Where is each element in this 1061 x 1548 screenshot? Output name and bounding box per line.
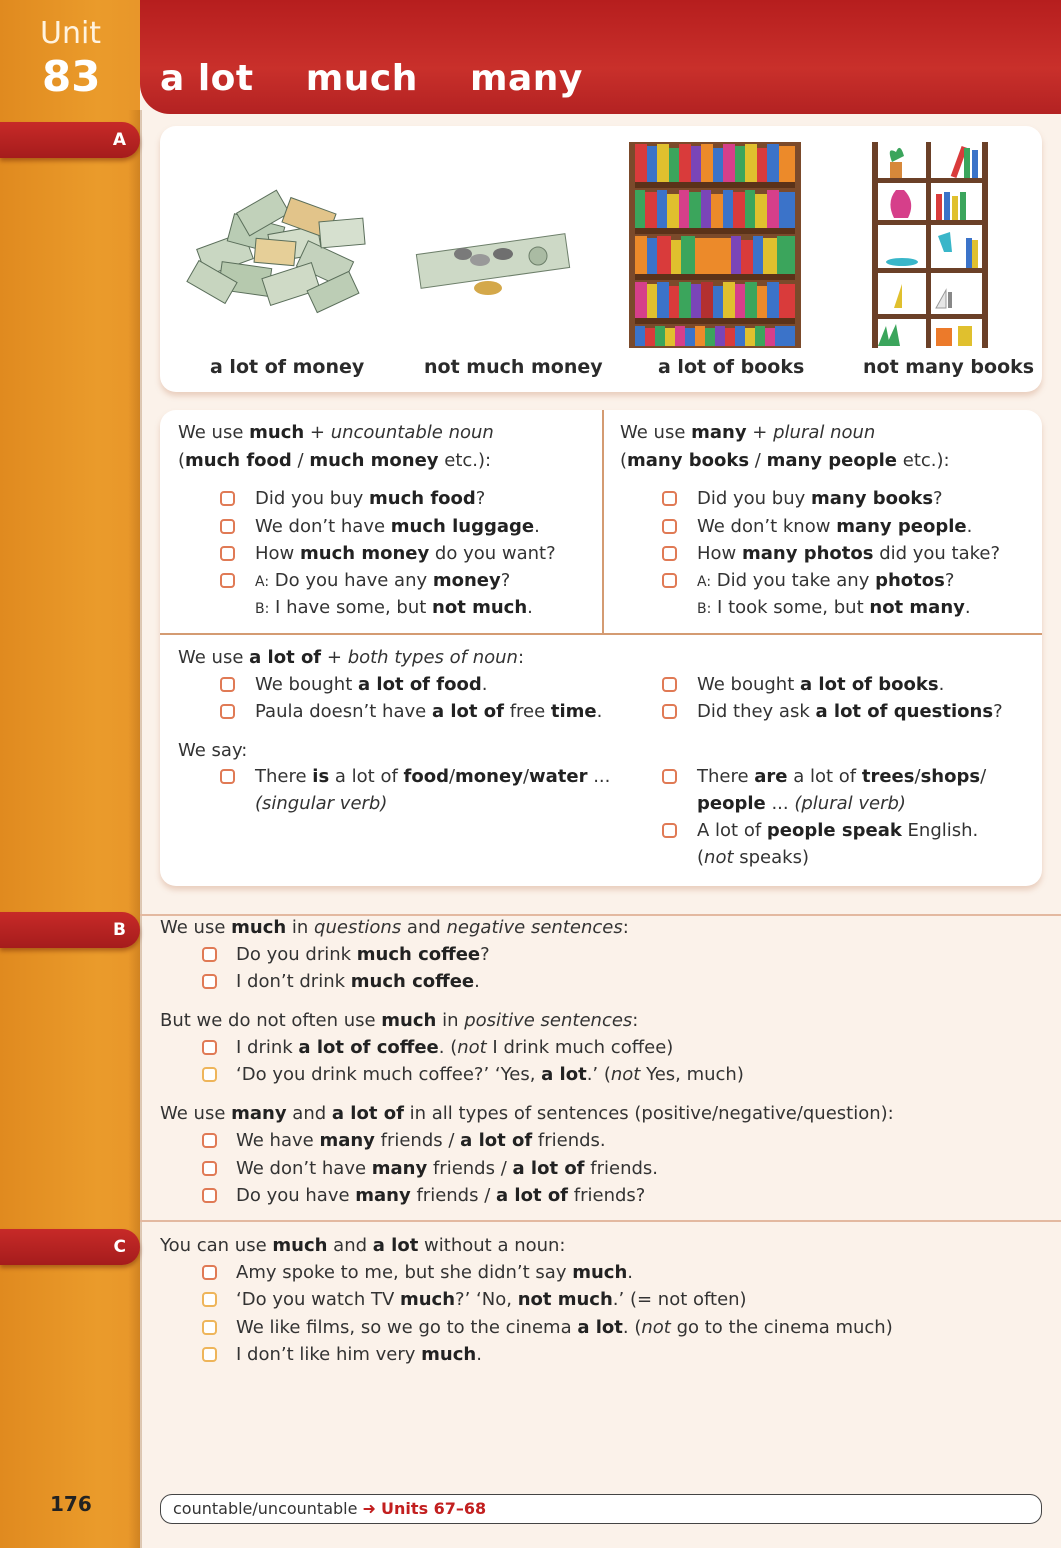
bullet xyxy=(220,677,235,692)
much-example-4a: A: Do you have any money? xyxy=(255,570,511,591)
plural-verb-example: There are a lot of trees/shops/ xyxy=(697,766,987,787)
c-example-4: I don’t like him very much. xyxy=(236,1344,482,1365)
bullet xyxy=(202,1188,217,1203)
a-lot-of-example-2: Paula doesn’t have a lot of free time. xyxy=(255,701,603,722)
we-say-label: We say: xyxy=(178,740,248,761)
bullet xyxy=(662,823,677,838)
caption-a-lot-of-books: a lot of books xyxy=(658,356,805,378)
singular-verb-note: (singular verb) xyxy=(255,793,388,814)
much-example-1: Did you buy much food? xyxy=(255,488,486,509)
cross-reference-box xyxy=(160,1494,1042,1524)
c-example-3: We like films, so we go to the cinema a lot. (not go to the cinema much) xyxy=(236,1317,893,1338)
bullet xyxy=(220,519,235,534)
bullet xyxy=(220,546,235,561)
unit-number: 83 xyxy=(42,52,101,101)
money-pile-illustration xyxy=(180,180,380,320)
a-lot-of-rule: We use a lot of + both types of noun: xyxy=(178,647,525,668)
section-tab-a: A xyxy=(0,122,140,158)
c-example-2: ‘Do you watch TV much?’ ‘No, not much.’ (= not often) xyxy=(236,1289,747,1310)
bullet xyxy=(662,546,677,561)
bullet xyxy=(662,704,677,719)
grammar-column-divider xyxy=(602,410,604,634)
many-example-1: Did you buy many books? xyxy=(697,488,943,509)
bullet xyxy=(662,573,677,588)
small-money-illustration xyxy=(408,232,580,302)
b-rule-3: We use many and a lot of in all types of sentences (positive/negative/question): xyxy=(160,1103,894,1124)
section-tab-b: B xyxy=(0,912,140,948)
bullet xyxy=(220,573,235,588)
bullet xyxy=(662,491,677,506)
bullet xyxy=(220,769,235,784)
sparse-bookcase-illustration xyxy=(872,142,988,348)
bullet xyxy=(220,491,235,506)
sidebar-shadow xyxy=(128,110,142,1548)
bullet xyxy=(202,1161,217,1176)
b-example-6: We don’t have many friends / a lot of friends. xyxy=(236,1158,658,1179)
full-bookcase-illustration xyxy=(629,142,801,348)
bullet xyxy=(202,1133,217,1148)
caption-a-lot-of-money: a lot of money xyxy=(210,356,365,378)
much-example-3: How much money do you want? xyxy=(255,543,556,564)
bullet xyxy=(202,1347,217,1362)
many-rule-examples: (many books / many people etc.): xyxy=(620,450,950,471)
a-lot-of-example-3: We bought a lot of books. xyxy=(697,674,945,695)
bullet xyxy=(202,1040,217,1055)
arrow-icon: ➜ xyxy=(362,1499,376,1518)
b-example-2: I don’t drink much coffee. xyxy=(236,971,480,992)
a-lot-of-example-4: Did they ask a lot of questions? xyxy=(697,701,1003,722)
people-speak-note: (not speaks) xyxy=(697,847,809,868)
bullet xyxy=(220,704,235,719)
bullet xyxy=(202,1320,217,1335)
bullet xyxy=(662,769,677,784)
plural-verb-note: people ... (plural verb) xyxy=(697,793,906,814)
section-divider-b xyxy=(140,914,1061,916)
b-rule-2: But we do not often use much in positive sentences: xyxy=(160,1010,639,1031)
cross-reference-text: countable/uncountable xyxy=(173,1499,358,1518)
many-example-3: How many photos did you take? xyxy=(697,543,1001,564)
bullet xyxy=(662,677,677,692)
bullet xyxy=(202,974,217,989)
bullet xyxy=(202,1265,217,1280)
caption-not-many-books: not many books xyxy=(863,356,1035,378)
much-rule-examples: (much food / much money etc.): xyxy=(178,450,492,471)
b-rule-1: We use much in questions and negative sentences: xyxy=(160,917,629,938)
many-example-4a: A: Did you take any photos? xyxy=(697,570,955,591)
people-speak-example: A lot of people speak English. xyxy=(697,820,979,841)
bullet xyxy=(202,947,217,962)
much-example-2: We don’t have much luggage. xyxy=(255,516,540,537)
much-rule: We use much + uncountable noun xyxy=(178,422,494,443)
many-rule: We use many + plural noun xyxy=(620,422,876,443)
many-example-4b: B: I took some, but not many. xyxy=(697,597,971,618)
b-example-7: Do you have many friends / a lot of friends? xyxy=(236,1185,646,1206)
bullet xyxy=(202,1292,217,1307)
much-example-4b: B: I have some, but not much. xyxy=(255,597,533,618)
bullet xyxy=(662,519,677,534)
b-example-1: Do you drink much coffee? xyxy=(236,944,490,965)
page-title: a lot much many xyxy=(160,58,583,99)
c-example-1: Amy spoke to me, but she didn’t say much. xyxy=(236,1262,633,1283)
cross-reference-link[interactable]: Units 67–68 xyxy=(381,1499,487,1518)
sidebar xyxy=(0,0,140,1548)
section-divider-c xyxy=(140,1220,1061,1222)
bullet xyxy=(202,1067,217,1082)
a-lot-of-example-1: We bought a lot of food. xyxy=(255,674,488,695)
many-example-2: We don’t know many people. xyxy=(697,516,973,537)
singular-verb-example: There is a lot of food/money/water ... xyxy=(255,766,611,787)
b-example-4: ‘Do you drink much coffee?’ ‘Yes, a lot.’ (not Yes, much) xyxy=(236,1064,744,1085)
section-tab-c: C xyxy=(0,1229,140,1265)
unit-label: Unit xyxy=(40,16,102,51)
page-number: 176 xyxy=(50,1492,92,1516)
b-example-3: I drink a lot of coffee. (not I drink much coffee) xyxy=(236,1037,674,1058)
c-rule: You can use much and a lot without a noun: xyxy=(160,1235,566,1256)
caption-not-much-money: not much money xyxy=(424,356,603,378)
grammar-row-divider xyxy=(160,633,1042,635)
b-example-5: We have many friends / a lot of friends. xyxy=(236,1130,606,1151)
